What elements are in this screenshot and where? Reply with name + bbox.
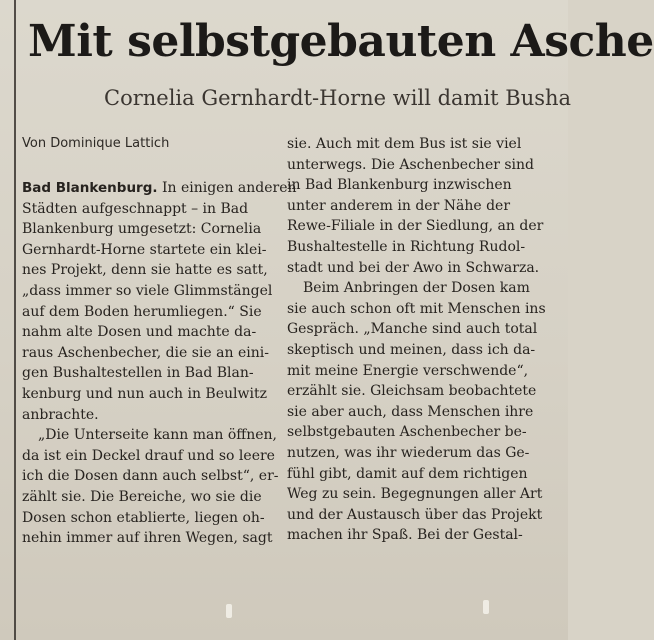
article-line: Blankenburg umgesetzt: Cornelia: [22, 221, 262, 238]
article-line: zählt sie. Die Bereiche, wo sie die: [22, 488, 262, 505]
article-line: Dosen schon etablierte, liegen oh-: [22, 509, 265, 526]
article-line: da ist ein Deckel drauf und so leere: [22, 447, 275, 464]
article-line: mit meine Energie verschwende“,: [287, 362, 529, 379]
article-line: selbstgebauten Aschenbecher be-: [287, 424, 527, 441]
byline: Von Dominique Lattich: [22, 136, 170, 151]
subheadline: Cornelia Gernhardt-Horne will damit Busha: [104, 86, 572, 110]
article-line: sie auch schon oft mit Menschen ins: [287, 300, 546, 317]
article-line: nahm alte Dosen und machte da-: [22, 324, 257, 341]
headline: Mit selbstgebauten Asche: [28, 16, 654, 67]
article-line: Gernhardt-Horne startete ein klei-: [22, 241, 267, 258]
article-line: und der Austausch über das Projekt: [287, 506, 543, 523]
article-line-lead: [22, 178, 297, 199]
article-line: nes Projekt, denn sie hatte es satt,: [22, 262, 268, 279]
article-line: anbrachte.: [22, 406, 99, 423]
article-line: in Bad Blankenburg inzwischen: [287, 177, 512, 194]
article-line: nehin immer auf ihren Wegen, sagt: [22, 530, 273, 547]
article-line: ich die Dosen dann auch selbst“, er-: [22, 468, 279, 485]
article-line: „Die Unterseite kann man öffnen,: [38, 427, 277, 444]
article-line: Beim Anbringen der Dosen kam: [303, 280, 530, 297]
paper-speck: [226, 604, 232, 618]
article-line: In einigen anderen: [157, 180, 297, 196]
article-line: raus Aschenbecher, die sie an eini-: [22, 344, 269, 361]
article-line: nutzen, was ihr wiederum das Ge-: [287, 444, 530, 461]
paper-speck: [483, 600, 489, 614]
lead-location: Bad Blankenburg.: [22, 180, 158, 196]
article-line: sie. Auch mit dem Bus ist sie viel: [287, 136, 522, 152]
article-line: gen Bushaltestellen in Bad Blan-: [22, 365, 254, 382]
article-line: skeptisch und meinen, dass ich da-: [287, 341, 536, 358]
article-line: Gespräch. „Manche sind auch total: [287, 321, 538, 338]
article-line: Städten aufgeschnappt – in Bad: [22, 200, 249, 217]
article-line: Weg zu sein. Begegnungen aller Art: [287, 486, 543, 503]
article-line: unter anderem in der Nähe der: [287, 197, 511, 214]
article-column-1: [22, 178, 297, 549]
article-line: „dass immer so viele Glimmstängel: [22, 282, 273, 299]
article-line: sie aber auch, dass Menschen ihre: [287, 403, 534, 420]
article-line: erzählt sie. Gleichsam beobachtete: [287, 383, 537, 400]
article-line: machen ihr Spaß. Bei der Gestal-: [287, 527, 523, 544]
article-column-2: [287, 134, 549, 546]
article-line: kenburg und nun auch in Beulwitz: [22, 385, 267, 402]
article-line: Bushaltestelle in Richtung Rudol-: [287, 238, 526, 255]
article-line: auf dem Boden herumliegen.“ Sie: [22, 303, 262, 320]
article-line: Rewe-Filiale in der Siedlung, an der: [287, 218, 544, 235]
article-line: stadt und bei der Awo in Schwarza.: [287, 259, 540, 276]
article-line: unterwegs. Die Aschenbecher sind: [287, 156, 535, 173]
column-rule: [14, 0, 16, 640]
article-line: fühl gibt, damit auf dem richtigen: [287, 465, 528, 482]
